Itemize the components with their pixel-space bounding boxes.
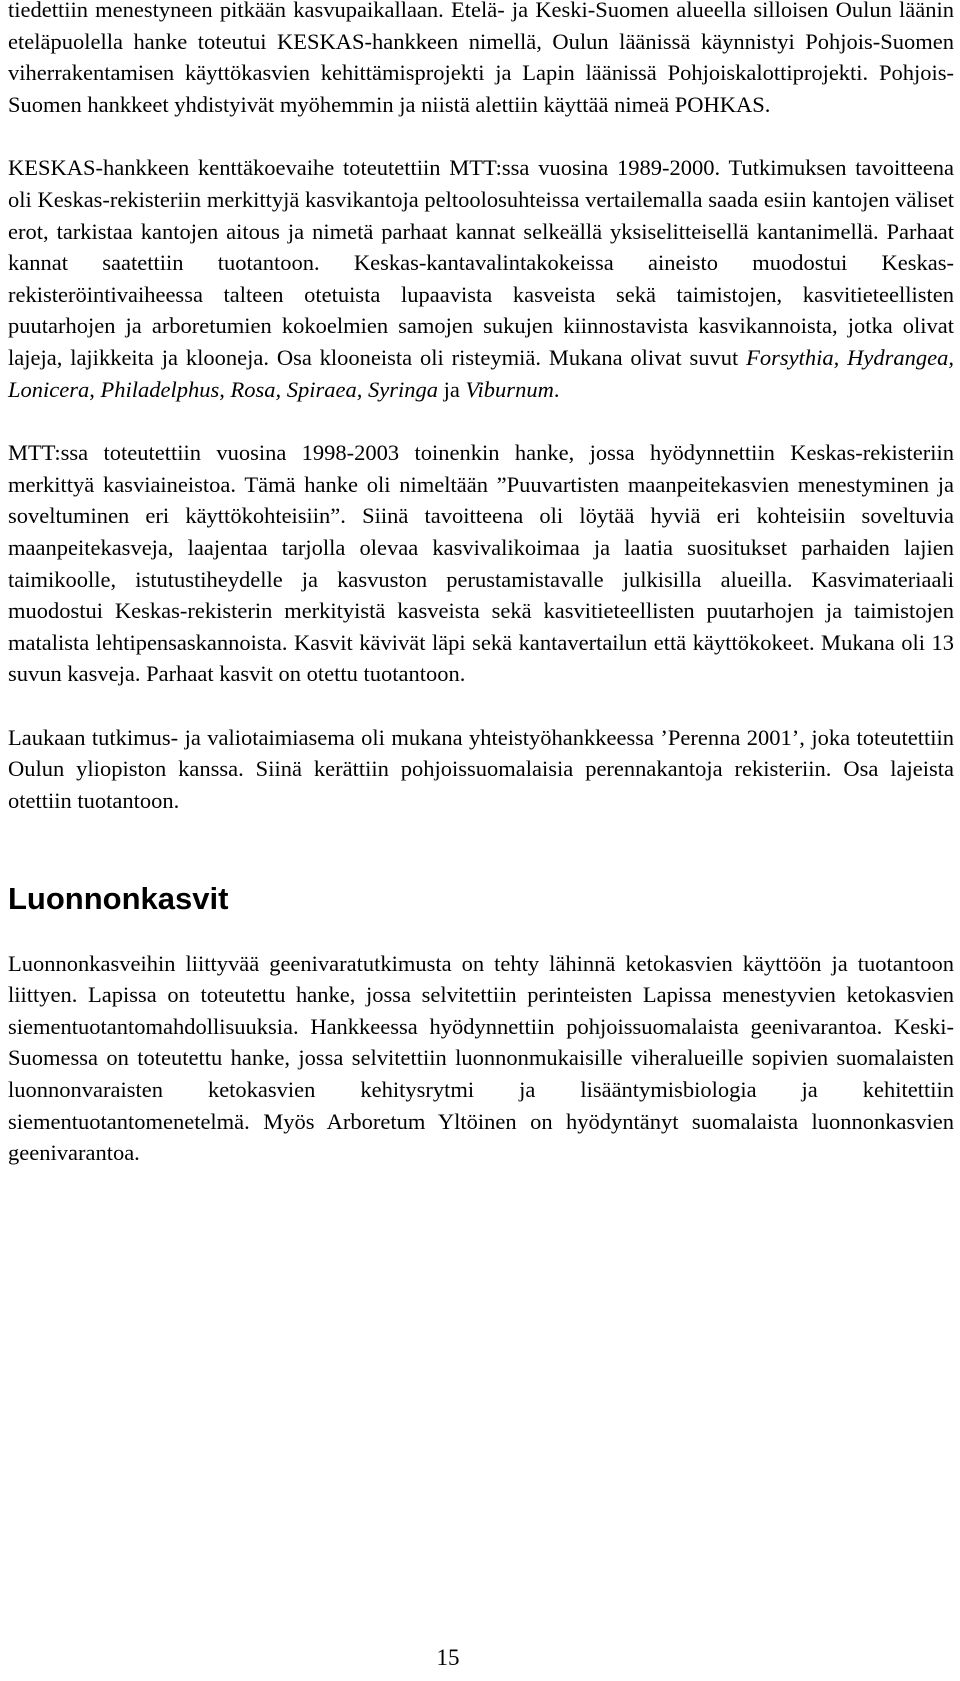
paragraph-project-history — [8, 0, 954, 120]
paragraph-perenna-project — [8, 722, 954, 817]
document-page — [8, 0, 954, 1169]
sentence-end: . — [553, 376, 560, 402]
paragraph-groundcover-project — [8, 437, 954, 690]
genera-list: Forsythia, Hydrangea, Lonicera, Philadelphus, Rosa, Spiraea, Syringa — [8, 344, 954, 402]
page-number: 15 — [436, 1645, 460, 1670]
paragraph-wild-plants — [8, 948, 954, 1169]
paragraph-text: tiedettiin menestyneen pitkään kasvupaikallaan. Etelä- ja Keski-Suomen alueella silloisen Oulun läänin eteläpuolella hanke toteutui KESKAS-hankkeen nimellä, Oulun läänissä käynnistyi Pohjois-Suomen viherrakentamisen käyttökasvien kehittämisprojekti ja Lapin läänissä Pohjoiskalottiprojekti. Pohjois-Suomen hankkeet yhdistyivät myöhemmin ja niistä alettiin käyttää nimeä POHKAS. — [8, 0, 954, 117]
paragraph-text: Laukaan tutkimus- ja valiotaimiasema oli mukana yhteistyöhankkeessa ’Perenna 2001’, joka toteutettiin Oulun yliopiston kanssa. Siinä kerättiin pohjoissuomalaisia perennakantoja rekisteriin. Osa lajeista otettiin tuotantoon. — [8, 724, 954, 814]
paragraph-text: KESKAS-hankkeen kenttäkoevaihe toteutettiin MTT:ssa vuosina 1989-2000. Tutkimuksen tavoitteena oli Keskas-rekisteriin merkittyjä kasvikantoja peltoolosuhteissa vertailemalla saada esiin kantojen väliset erot, tarkistaa kantojen aitous ja nimetä parhaat kannat selkeällä yksiselitteisellä kantanimellä. Parhaat kannat saatettiin tuotantoon. Keskas-kantavalintakokeissa aineisto muodostui Keskas-rekisteröintivaiheessa talteen otetuista lupaavista kasveista sekä taimistojen, kasvitieteellisten puutarhojen ja arboretumien kokoelmien samojen sukujen kiinnostavista kasvikannoista, jotka olivat lajeja, lajikkeita ja klooneja. Osa klooneista oli risteymiä. Mukana olivat suvut — [8, 155, 954, 370]
section-heading: Luonnonkasvit — [8, 880, 229, 916]
paragraph-text: Luonnonkasveihin liittyvää geenivaratutkimusta on tehty lähinnä ketokasvien käyttöön ja tuotantoon liittyen. Lapissa on toteutettu hanke, jossa selvitettiin perinteisten Lapissa menestyvien ketokasvien siementuotantomahdollisuuksia. Hankkeessa hyödynnettiin pohjoissuomalaista geenivarantoa. Keski-Suomessa on toteutettu hanke, jossa selvitettiin luonnonmukaisille viheralueille sopivien suomalaisten luonnonvaraisten ketokasvien kehitysrytmi ja lisääntymisbiologia ja kehitettiin siementuotantomenetelmä. Myös Arboretum Yltöinen on hyödyntänyt suomalaista luonnonkasvien geenivarantoa. — [8, 950, 954, 1166]
paragraph-keskas-field-trials — [8, 152, 954, 405]
paragraph-text: MTT:ssa toteutettiin vuosina 1998-2003 toinenkin hanke, jossa hyödynnettiin Keskas-rekisteriin merkittyä kasviaineistoa. Tämä hanke oli nimeltään ”Puuvartisten maanpeitekasvien menestyminen ja soveltuminen eri käyttökohteisiin”. Siinä tavoitteena oli löytää hyviä eri kohteisiin soveltuvia maanpeitekasveja, laajentaa tarjolla olevaa kasvivalikoimaa ja laatia suositukset parhaiden lajien taimikoolle, istutustiheydelle ja kasvuston perustamistavalle julkisilla alueilla. Kasvimateriaali muodostui Keskas-rekisterin merkityistä kasveista sekä kasvitieteellisten puutarhojen ja taimistojen matalista lehtipensaskannoista. Kasvit kävivät läpi sekä kantavertailun että käyttökokeet. Mukana oli 13 suvun kasveja. Parhaat kasvit on otettu tuotantoon. — [8, 440, 954, 687]
conjunction: ja — [443, 376, 460, 402]
genus-name: Viburnum — [465, 376, 554, 402]
